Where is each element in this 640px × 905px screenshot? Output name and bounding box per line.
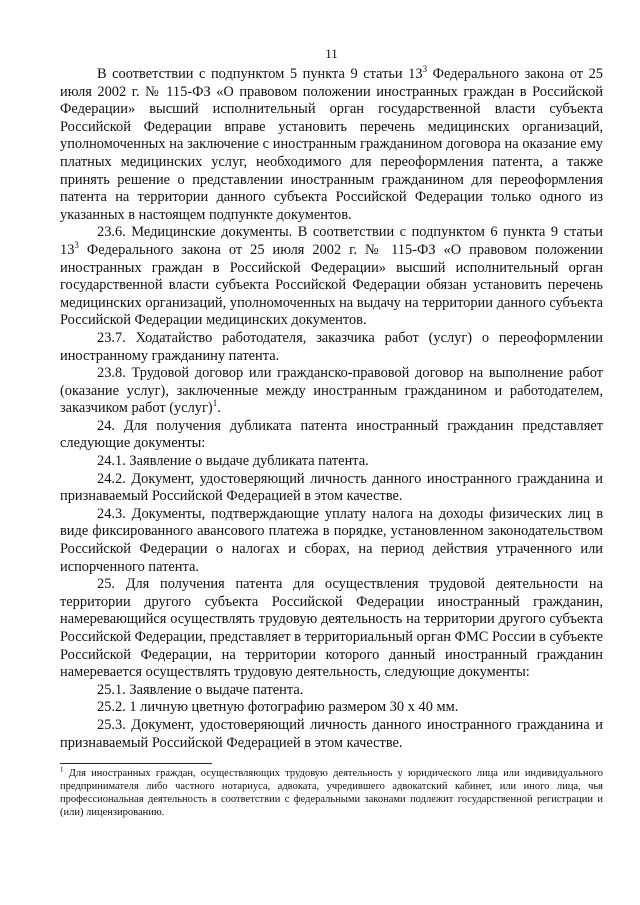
body-text — [60, 66, 603, 752]
paragraph: 23.8. Трудовой договор или гражданско-правовой договор на выполнение работ (оказание услуг), заключенные между иностранным гражданином и работодателем, заказчиком работ (услуг)$^1$. — [60, 365, 603, 417]
paragraph: 25.3. Документ, удостоверяющий личность данного иностранного гражданина и признаваемый Российской Федерацией в этом качестве. — [60, 716, 603, 751]
paragraph: 23.7. Ходатайство работодателя, заказчика работ (услуг) о переоформлении иностранному гражданину патента. — [60, 329, 603, 364]
footnote-text: Для иностранных граждан, осуществляющих трудовую деятельность у юридического лица или индивидуального предпринимателя либо частного нотариуса, адвоката, учредившего адвокатский кабинет, или иного лица, чья профессиональная деятельность в соответствии с федеральными законами подлежит государственной регистрации и (или) лицензированию. — [60, 768, 603, 819]
footnote-separator — [60, 763, 212, 764]
footnote — [60, 767, 603, 819]
paragraph: 24.2. Документ, удостоверяющий личность данного иностранного гражданина и признаваемый Российской Федерацией в этом качестве. — [60, 470, 603, 505]
paragraph: 24. Для получения дубликата патента иностранный гражданин представляет следующие документы: — [60, 417, 603, 452]
paragraph: 24.3. Документы, подтверждающие уплату налога на доходы физических лиц в виде фиксированного авансового платежа в порядке, установленном законодательством Российской Федерации о налогах и сборах, на период действия утраченного или испорченного патента. — [60, 505, 603, 575]
paragraph: 23.6. Медицинские документы. В соответствии с подпунктом 6 пункта 9 статьи $13^3$ Федерального закона от 25 июля 2002 г. № 115-ФЗ «О правовом положении иностранных граждан в Российской Федерации» высший исполнительный орган государственной власти субъекта Российской Федерации обязан установить перечень медицинских организаций, уполномоченных на выдачу на территории данного субъекта Российской Федерации медицинских документов. — [60, 224, 603, 329]
page-number: 11 — [325, 46, 338, 61]
footnote-reference: 1 — [212, 398, 218, 409]
paragraph: В соответствии с подпунктом 5 пункта 9 статьи $13^3$ Федерального закона от 25 июля 2002 г. № 115-ФЗ «О правовом положении иностранных граждан в Российской Федерации» высший исполнительный орган государственной власти субъекта Российской Федерации вправе установить перечень медицинских организаций, уполномоченных на заключение с иностранным гражданином договора на оказание ему платных медицинских услуг, необходимого для переоформления патента, а также принять решение о представлении иностранным гражданином для переоформления патента на территории данного субъекта Российской Федерации только одного из указанных в настоящем подпункте документов. — [60, 64, 603, 223]
paragraph: 25. Для получения патента для осуществления трудовой деятельности на территории другого субъекта Российской Федерации иностранный гражданин, намеревающийся осуществлять трудовую деятельность на территории другого субъекта Российской Федерации, представляет в территориальный орган ФМС России в субъекте Российской Федерации, на территории которого данный иностранный гражданин намеревается осуществлять трудовую деятельность, следующие документы: — [60, 576, 603, 681]
paragraph: 25.1. Заявление о выдаче патента. — [97, 681, 304, 698]
footnote-marker: 1 — [60, 765, 64, 774]
paragraph: 24.1. Заявление о выдаче дубликата патента. — [97, 453, 369, 470]
paragraph: 25.2. 1 личную цветную фотографию размером 30 х 40 мм. — [97, 699, 459, 716]
